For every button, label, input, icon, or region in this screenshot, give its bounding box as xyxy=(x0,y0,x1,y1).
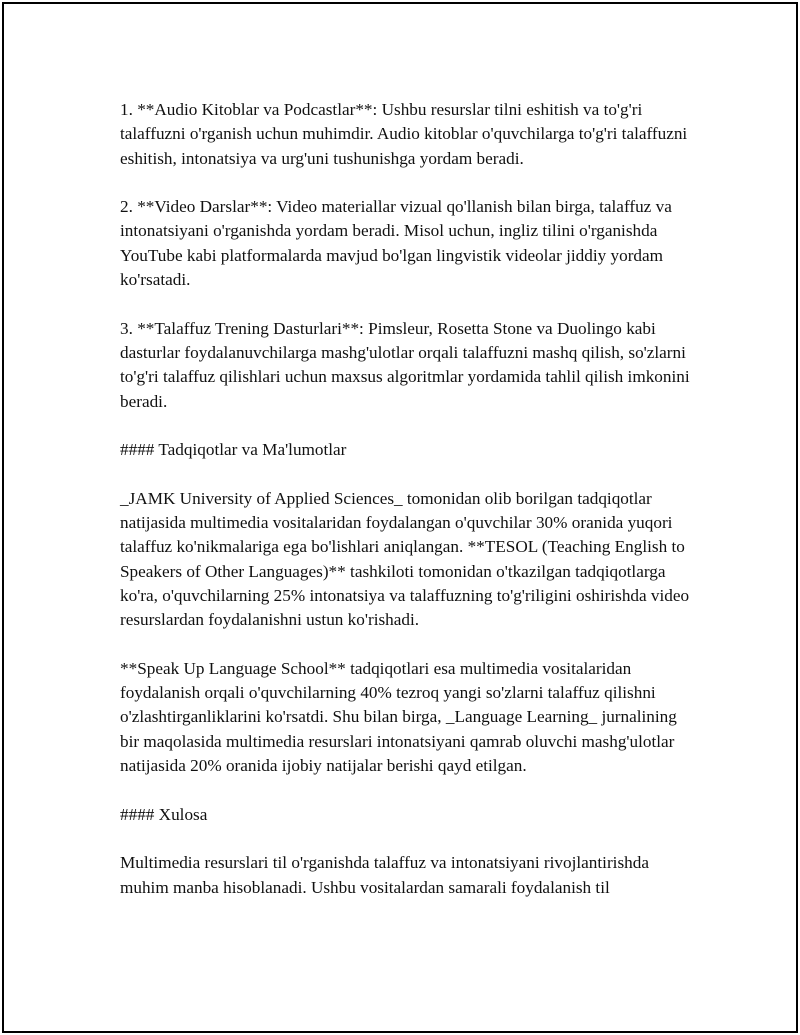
heading-conclusion: #### Xulosa xyxy=(120,804,208,824)
paragraph-research-speakup: **Speak Up Language School** tadqiqotlari esa multimedia vositalaridan foydalanish orqali o'quvchilarning 40% tezroq yangi so'zlarni talaffuz qilishni o'zlashtirganliklarini ko'rsatdi. Shu bilan birga, _Language Learning_ jurnalining bir maqolasida multimedia resurslari intonatsiyani qamrab oluvchi mashg'ulotlar natijasida 20% oranida ijobiy natijalar berishi qayd etilgan. xyxy=(120,658,677,776)
page-frame xyxy=(2,2,798,1033)
paragraph-pronunciation-software: 3. **Talaffuz Trening Dasturlari**: Pimsleur, Rosetta Stone va Duolingo kabi dasturlar foydalanuvchilarga mashg'ulotlar orqali talaffuzni mashq qilish, so'zlarni to'g'ri talaffuz qilishlari uchun maxsus algoritmlar yordamida tahlil qilish imkonini beradi. xyxy=(120,318,690,411)
paragraph-video-lessons: 2. **Video Darslar**: Video materiallar vizual qo'llanish bilan birga, talaffuz va intonatsiyani o'rganishda yordam beradi. Misol uchun, ingliz tilini o'rganishda YouTube kabi platformalarda mavjud bo'lgan lingvistik videolar jiddiy yordam ko'rsatadi. xyxy=(120,197,672,290)
heading-research: #### Tadqiqotlar va Ma'lumotlar xyxy=(120,440,347,460)
paragraph-research-jamk: _JAMK University of Applied Sciences_ tomonidan olib borilgan tadqiqotlar natijasida multimedia vositalaridan foydalangan o'quvchilar 30% oranida yuqori talaffuz ko'nikmalariga ega bo'lishlari aniqlangan. **TESOL (Teaching English to Speakers of Other Languages)** tashkiloti tomonidan o'tkazilgan tadqiqotlarga ko'ra, o'quvchilarning 25% intonatsiya va talaffuzning to'g'riligini oshirishda video resurslardan foydalanishni ustun ko'rishadi. xyxy=(120,488,690,630)
paragraph-conclusion: Multimedia resurslari til o'rganishda talaffuz va intonatsiyani rivojlantirishda muhim manba hisoblanadi. Ushbu vositalardan samarali foydalanish til xyxy=(120,853,649,897)
document-body xyxy=(120,98,700,924)
paragraph-audio-books: 1. **Audio Kitoblar va Podcastlar**: Ushbu resurslar tilni eshitish va to'g'ri talaffuzni o'rganish uchun muhimdir. Audio kitoblar o'quvchilarga to'g'ri talaffuzni eshitish, intonatsiya va urg'uni tushunishga yordam beradi. xyxy=(120,100,688,168)
